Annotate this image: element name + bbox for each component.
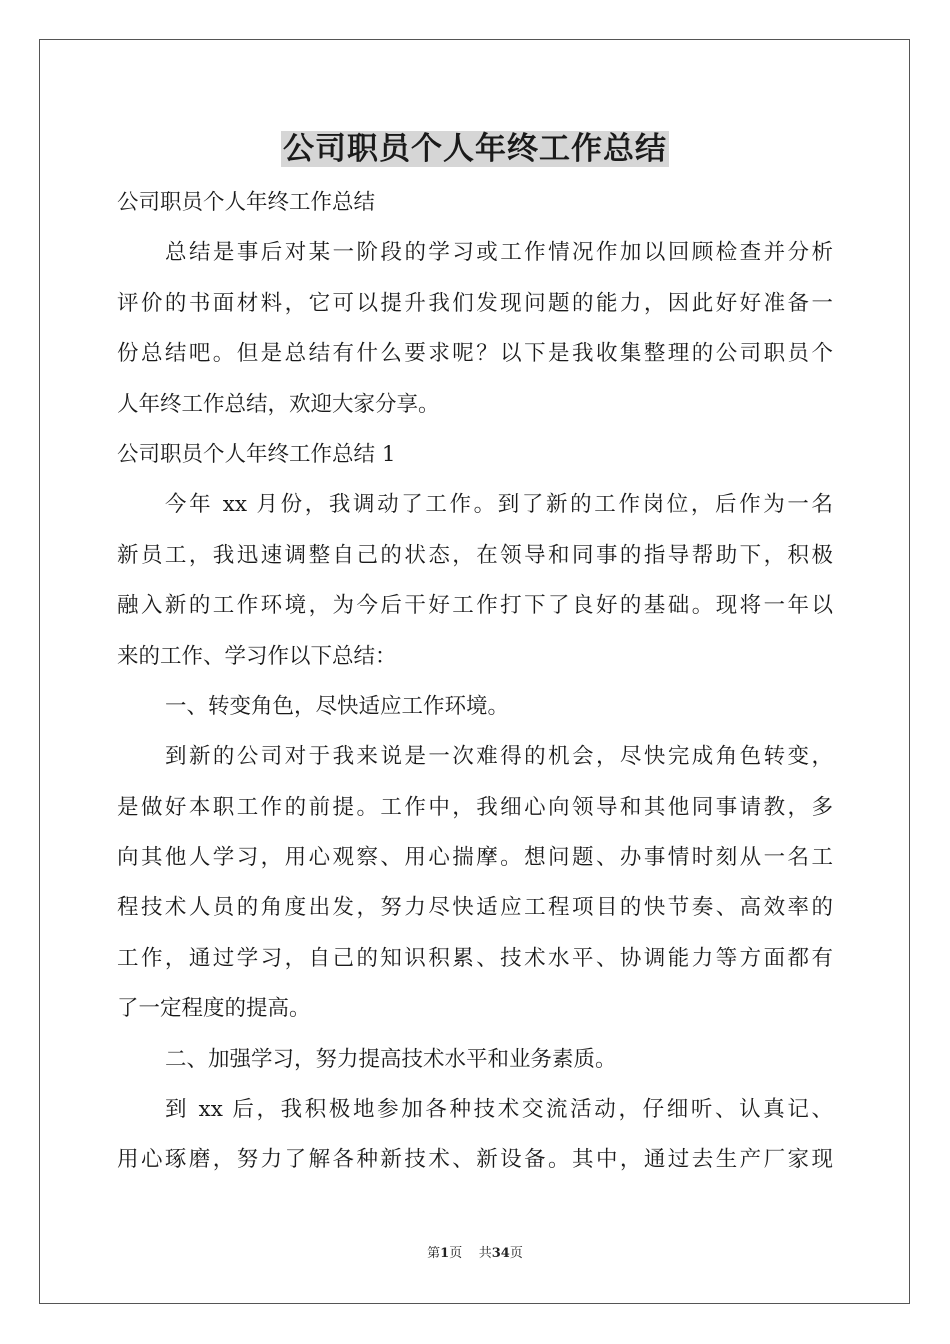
paragraph-line: 是做好本职工作的前提。工作中，我细心向领导和其他同事请教，多 [117,794,833,820]
page-suffix: 页 [449,1246,463,1261]
total-prefix: 共 [478,1246,492,1261]
total-pages: 34 [491,1246,510,1261]
paragraph-line: 了一定程度的提高。 [117,996,311,1022]
page-number: 1 [440,1246,450,1261]
paragraph-line: 向其他人学习，用心观察、用心揣摩。想问题、办事情时刻从一名工 [117,845,833,871]
paragraph-line: 到新的公司对于我来说是一次难得的机会，尽快完成角色转变， [165,744,833,770]
paragraph-line: 评价的书面材料，它可以提升我们发现问题的能力，因此好好准备一 [117,290,833,316]
paragraph-line: 份总结吧。但是总结有什么要求呢？以下是我收集整理的公司职员个 [117,341,833,367]
paragraph-line: 到 xx 后，我积极地参加各种技术交流活动，仔细听、认真记、 [165,1097,833,1123]
paragraph-line: 用心琢磨，努力了解各种新技术、新设备。其中，通过去生产厂家现 [117,1147,833,1173]
total-suffix: 页 [509,1246,523,1261]
section-heading: 公司职员个人年终工作总结 1 [117,441,396,467]
page-footer [0,1244,950,1264]
section-heading: 公司职员个人年终工作总结 [117,190,376,215]
paragraph-line: 今年 xx 月份，我调动了工作。到了新的工作岗位，后作为一名 [165,492,833,518]
paragraph-line: 工作，通过学习，自己的知识积累、技术水平、协调能力等方面都有 [117,945,833,971]
paragraph-line: 新员工，我迅速调整自己的状态，在领导和同事的指导帮助下，积极 [117,542,833,568]
paragraph-line: 来的工作、学习作以下总结： [117,643,397,669]
subheading-line: 一、转变角色，尽快适应工作环境。 [165,693,510,719]
document-body [117,178,833,1186]
paragraph-line: 总结是事后对某一阶段的学习或工作情况作加以回顾检查并分析 [165,240,833,266]
document-title [0,126,950,172]
paragraph-line: 人年终工作总结，欢迎大家分享。 [117,391,440,417]
document-title-text: 公司职员个人年终工作总结 [283,131,667,167]
paragraph-line: 程技术人员的角度出发，努力尽快适应工程项目的快节奏、高效率的 [117,895,833,921]
subheading-line: 二、加强学习，努力提高技术水平和业务素质。 [165,1046,617,1072]
page-prefix: 第 [427,1246,441,1261]
paragraph-line: 融入新的工作环境，为今后干好工作打下了良好的基础。现将一年以 [117,593,833,619]
